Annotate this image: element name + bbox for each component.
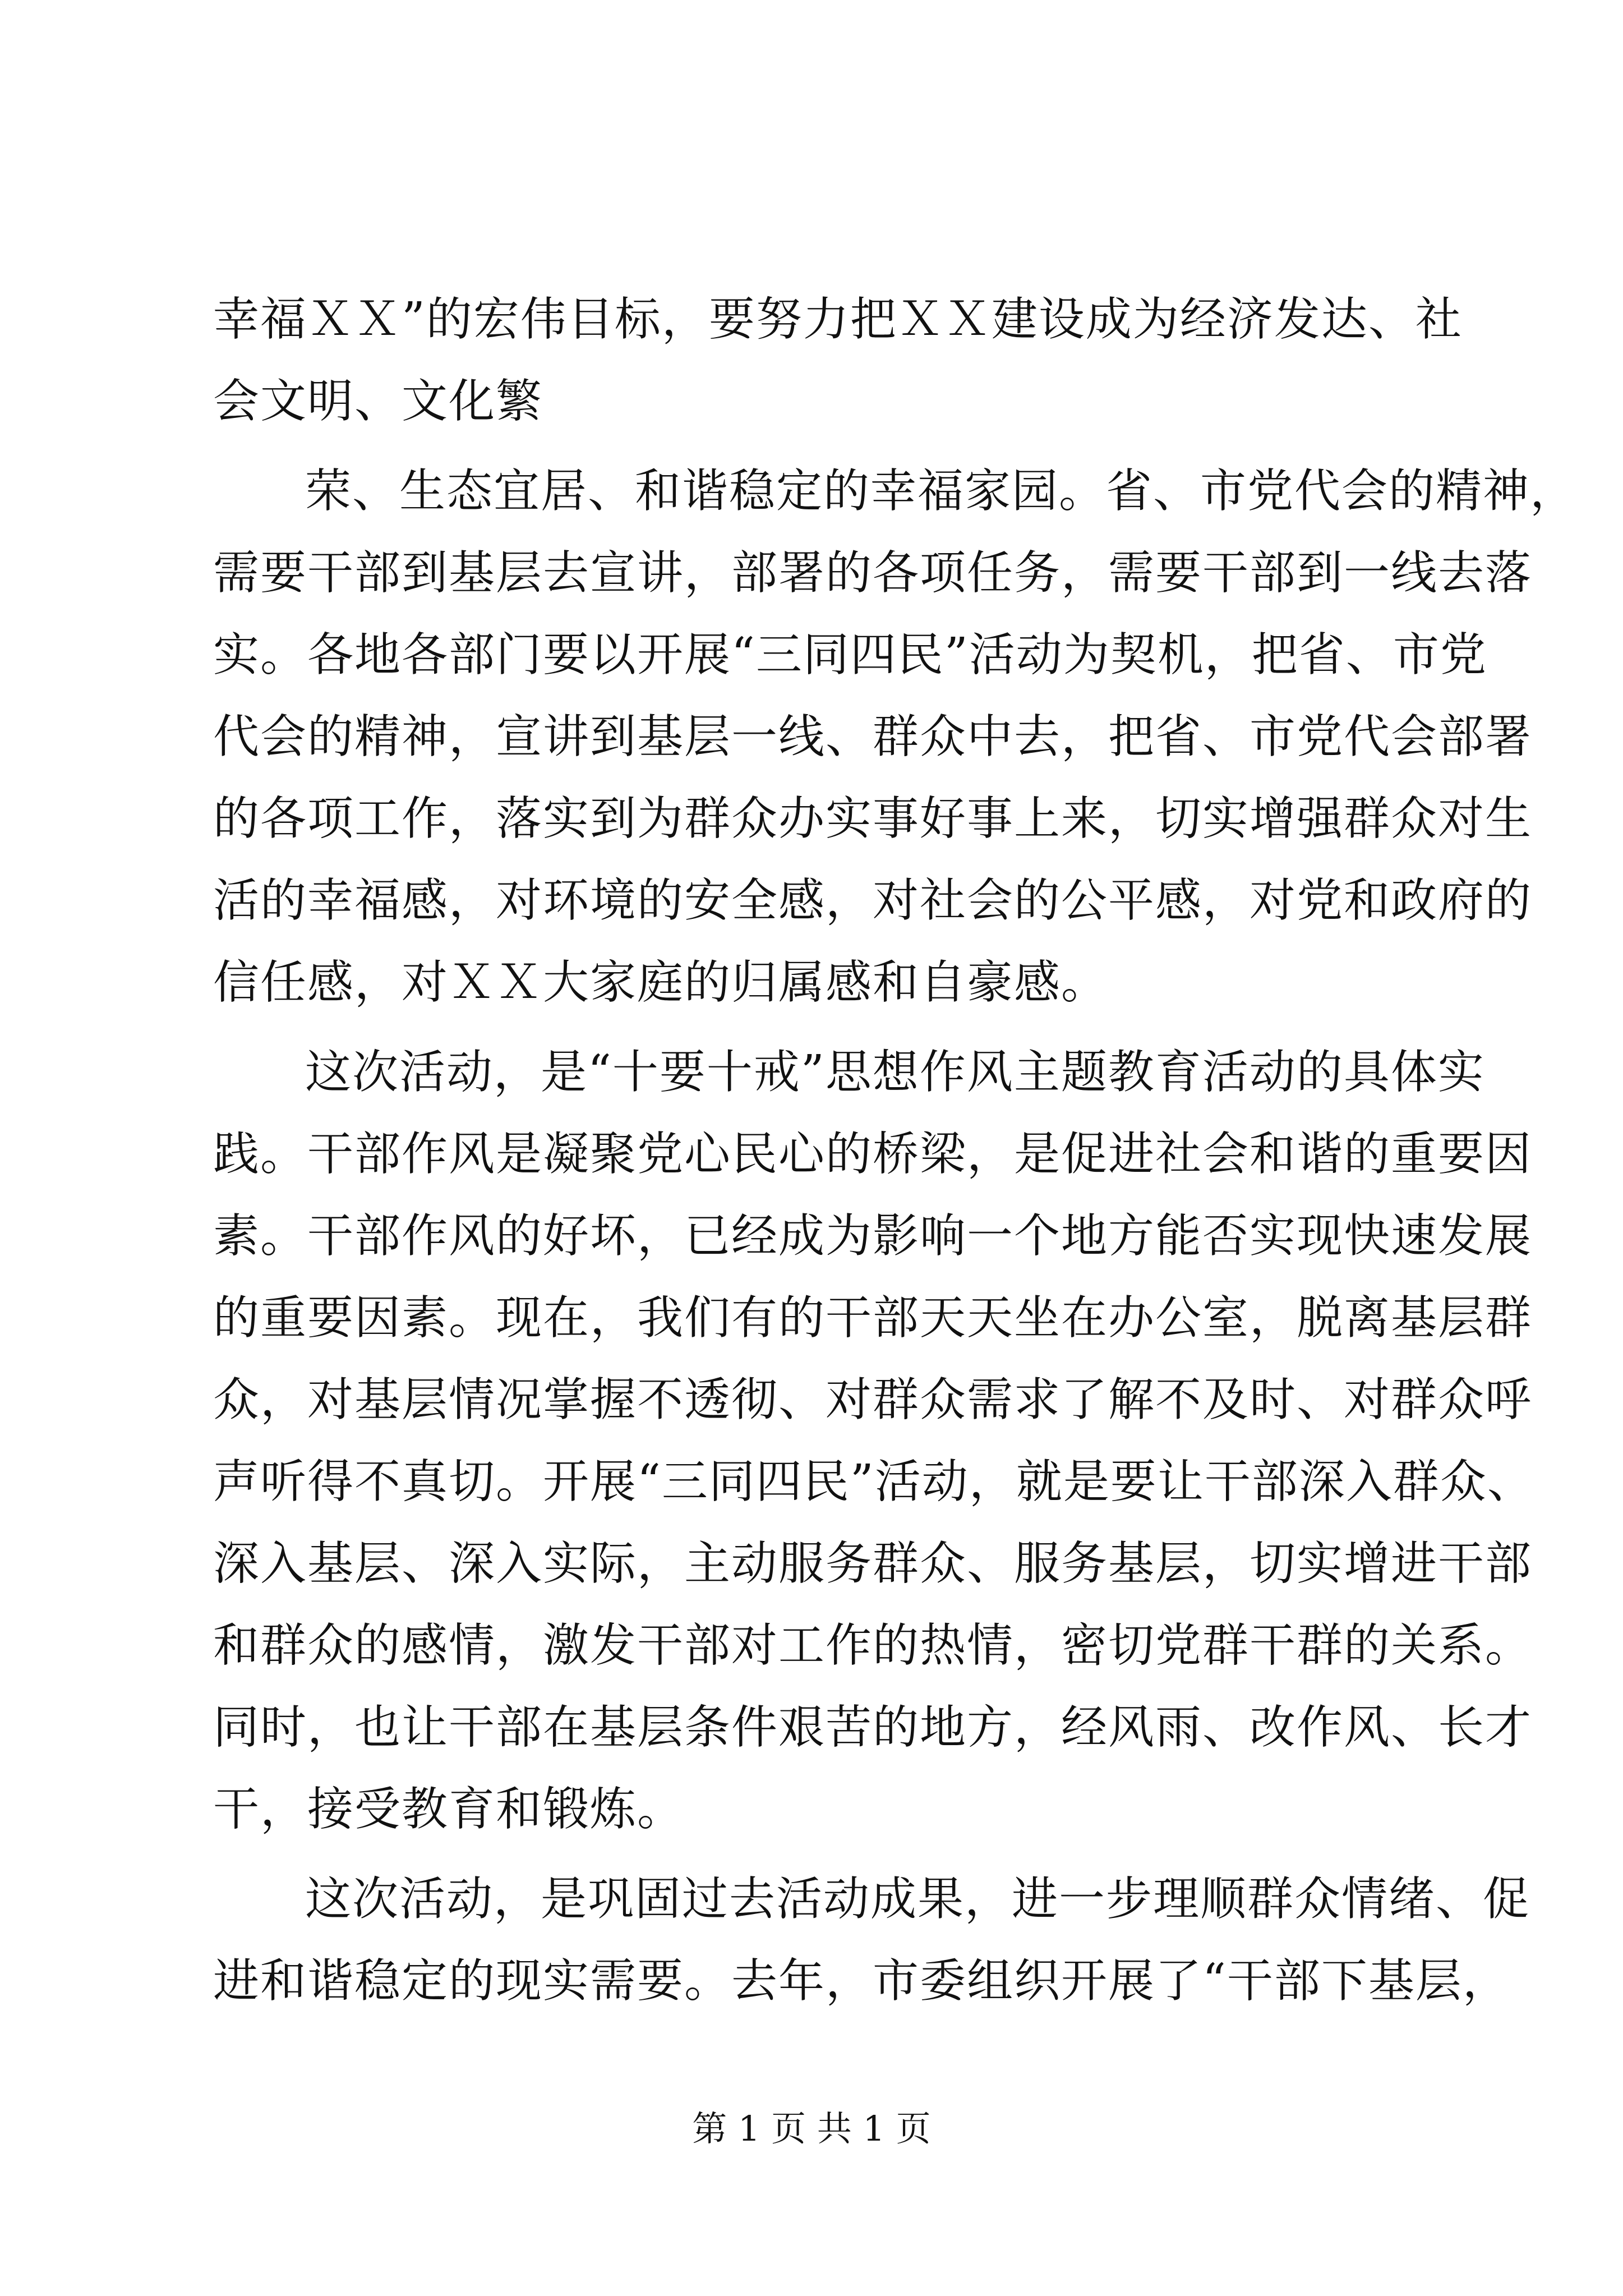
text-line: 信任感，对ＸＸ大家庭的归属感和自豪感。 (213, 956, 1109, 1009)
text-line: 干，接受教育和锻炼。 (213, 1783, 685, 1836)
text-line: 需要干部到基层去宣讲，部署的各项任务，需要干部到一线去落 (213, 546, 1533, 600)
text-line: 同时，也让干部在基层条件艰苦的地方，经风雨、改作风、长才 (213, 1701, 1533, 1754)
text-line: 会文明、文化繁 (213, 375, 543, 428)
text-line: 众，对基层情况掌握不透彻、对群众需求了解不及时、对群众呼 (213, 1373, 1533, 1427)
paragraph-first-line: 这次活动，是巩固过去活动成果，进一步理顺群众情绪、促 (305, 1872, 1530, 1926)
text-line: 活的幸福感，对环境的安全感，对社会的公平感，对党和政府的 (213, 874, 1533, 927)
text-line: 践。干部作风是凝聚党心民心的桥梁，是促进社会和谐的重要因 (213, 1128, 1533, 1181)
paragraph-first-line: 荣、生态宜居、和谐稳定的幸福家园。省、市党代会的精神， (305, 464, 1578, 518)
text-line: 实。各地各部门要以开展“三同四民”活动为契机，把省、市党 (213, 628, 1487, 682)
text-line: 的各项工作，落实到为群众办实事好事上来，切实增强群众对生 (213, 792, 1533, 845)
text-line: 代会的精神，宣讲到基层一线、群众中去，把省、市党代会部署 (213, 710, 1533, 763)
text-line: 深入基层、深入实际，主动服务群众、服务基层，切实增进干部 (213, 1537, 1533, 1590)
paragraph-first-line: 这次活动，是“十要十戒”思想作风主题教育活动的具体实 (305, 1046, 1485, 1099)
text-line: 幸福ＸＸ”的宏伟目标，要努力把ＸＸ建设成为经济发达、社 (213, 293, 1463, 346)
page-number-footer: 第 1 页 共 1 页 (692, 2108, 931, 2149)
text-line: 素。干部作风的好坏，已经成为影响一个地方能否实现快速发展 (213, 1209, 1533, 1263)
text-line: 的重要因素。现在，我们有的干部天天坐在办公室，脱离基层群 (213, 1291, 1533, 1345)
text-line: 进和谐稳定的现实需要。去年，市委组织开展了“干部下基层， (213, 1954, 1510, 2008)
text-line: 声听得不真切。开展“三同四民”活动，就是要让干部深入群众、 (213, 1455, 1534, 1508)
text-line: 和群众的感情，激发干部对工作的热情，密切党群干群的关系。 (213, 1619, 1533, 1672)
